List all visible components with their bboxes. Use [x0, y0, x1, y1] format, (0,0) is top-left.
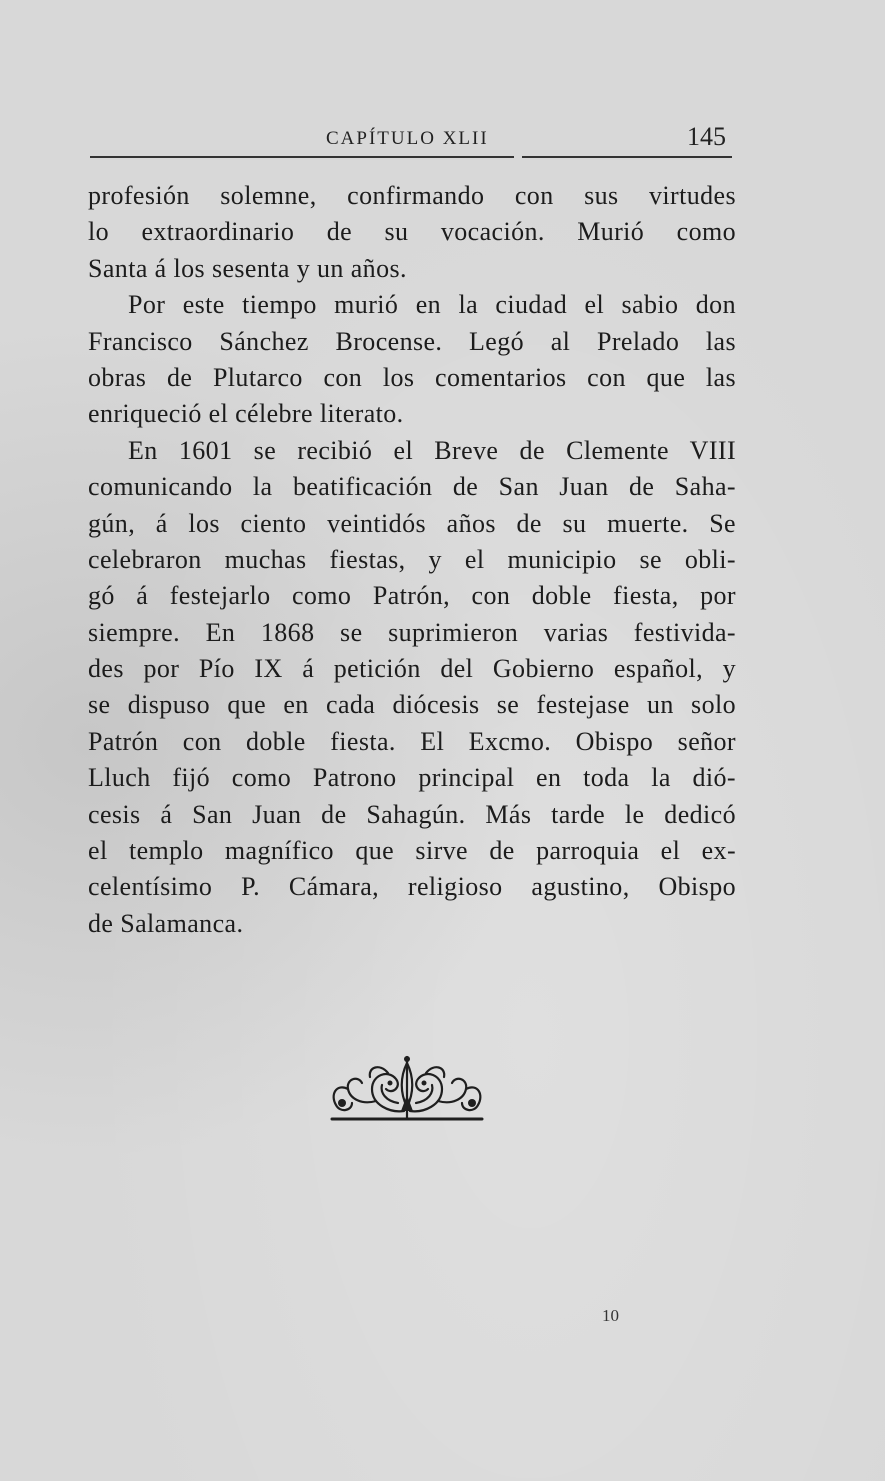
floral-ornament-icon: [326, 1053, 488, 1125]
chapter-title: CAPÍTULO XLII: [326, 128, 489, 149]
text-line: cesis á San Juan de Sahagún. Más tarde le dedicó: [88, 799, 736, 829]
text-line: profesión solemne, confirmando con sus virtudes: [88, 181, 736, 210]
text-line: Francisco Sánchez Brocense. Legó al Prelado las: [88, 326, 736, 356]
text-line: Lluch fijó como Patrono principal en toda la dió-: [88, 763, 736, 793]
text-line: Santa á los sesenta y un años.: [88, 253, 407, 283]
text-line: des por Pío IX á petición del Gobierno español, y: [88, 654, 736, 684]
body-text: [88, 178, 736, 942]
text-line: se dispuso que en cada diócesis se festejase un solo: [88, 690, 736, 720]
text-line: celebraron muchas fiestas, y el municipio se obli-: [88, 544, 736, 574]
text-line: siempre. En 1868 se suprimieron varias festivida-: [88, 617, 736, 647]
header-rule-right: [522, 156, 732, 158]
page-number: 145: [687, 122, 726, 151]
text-line: Por este tiempo murió en la ciudad el sabio don: [128, 290, 736, 320]
text-line: gó á festejarlo como Patrón, con doble fiesta, por: [88, 581, 736, 611]
text-line: de Salamanca.: [88, 908, 244, 938]
header-rule-left: [90, 156, 514, 158]
text-line: En 1601 se recibió el Breve de Clemente VIII: [128, 435, 736, 465]
text-line: comunicando la beatificación de San Juan de Saha-: [88, 472, 736, 502]
text-line: celentísimo P. Cámara, religioso agustino, Obispo: [88, 872, 736, 902]
text-line: Patrón con doble fiesta. El Excmo. Obispo señor: [88, 726, 736, 756]
text-line: obras de Plutarco con los comentarios con que las: [88, 362, 736, 392]
text-line: el templo magnífico que sirve de parroquia el ex-: [88, 836, 736, 866]
text-line: enriqueció el célebre literato.: [88, 399, 404, 429]
running-head: [90, 120, 732, 160]
text-line: lo extraordinario de su vocación. Murió como: [88, 217, 736, 247]
text-line: gún, á los ciento veintidós años de su muerte. Se: [88, 508, 736, 538]
printer-signature: 10: [602, 1306, 619, 1325]
